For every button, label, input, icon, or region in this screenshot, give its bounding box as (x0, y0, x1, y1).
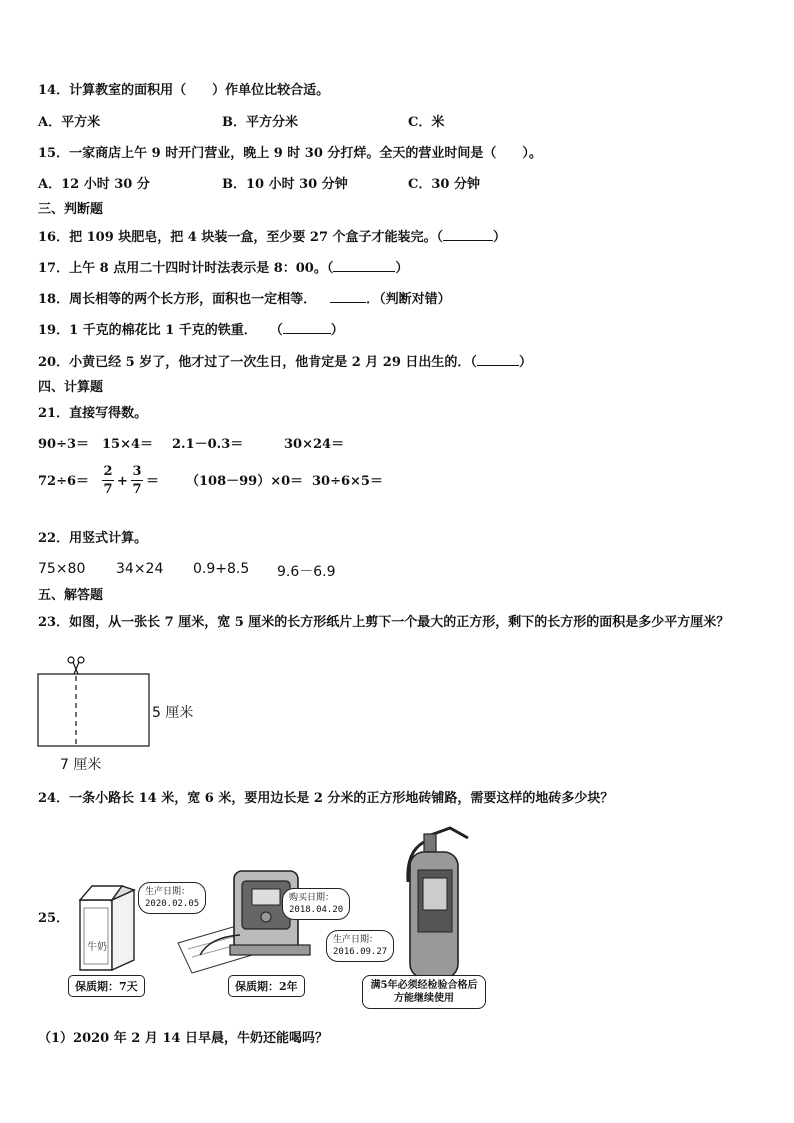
extinguisher-bubble-date: 2016.09.27 (333, 947, 388, 957)
q18-text: 18．周长相等的两个长方形，面积也一定相等． (38, 292, 317, 307)
q16-close: ） (493, 230, 507, 245)
fraction-bar (131, 480, 143, 481)
q21-item-8: 30÷6×5＝ (312, 474, 383, 489)
q16-text: 16．把 109 块肥皂，把 4 块装一盒，至少要 27 个盒子才能装完。（ (38, 230, 444, 245)
q21-plus-sign: + (117, 474, 128, 489)
fire-extinguisher-icon (398, 822, 478, 980)
fraction-denominator: 7 (103, 482, 113, 497)
section-heading-answer: 五、解答题 (38, 588, 104, 603)
q19-answer-blank[interactable] (283, 321, 331, 334)
q20-answer-blank[interactable] (477, 353, 519, 366)
fraction-denominator: 7 (132, 482, 142, 497)
question-24: 24．一条小路长 14 米，宽 6 米，要用边长是 2 分米的正方形地砖铺路，需要这样的地砖多少块？ (38, 791, 614, 806)
device-bubble-date: 2018.04.20 (289, 905, 344, 915)
question-25-number: 25． (38, 911, 70, 926)
q15-option-a: A．12 小时 30 分 (38, 177, 150, 192)
q21-item-2: 15×4＝ (102, 437, 154, 452)
q20-close: ） (518, 355, 532, 370)
device-bubble-title: 购买日期： (289, 893, 335, 903)
q17-answer-blank[interactable] (333, 259, 395, 272)
device-purchase-date-bubble (282, 888, 350, 920)
scissors-icon (68, 657, 84, 674)
question-17 (38, 259, 408, 278)
q20-text: 20．小黄已经 5 岁了，他才过了一次生日，他肯定是 2 月 29 日出生的．（ (38, 355, 477, 370)
width-label: 5 厘米 (152, 705, 194, 721)
question-21: 21．直接写得数。 (38, 406, 148, 421)
q15-option-c: C．30 分钟 (408, 177, 480, 192)
q21-fraction-2-7 (102, 464, 114, 497)
q21-item-5: 72÷6＝ (38, 474, 90, 489)
question-23: 23．如图，从一张长 7 厘米，宽 5 厘米的长方形纸片上剪下一个最大的正方形，剩下的长方形的面积是多少平方厘米？ (38, 615, 730, 630)
milk-text: 牛奶 (87, 942, 107, 953)
rectangle-diagram (30, 650, 160, 750)
question-14: 14．计算教室的面积用（ ）作单位比较合适。 (38, 83, 330, 98)
paper-rectangle (38, 674, 149, 746)
q21-equals-sign: ＝ (146, 474, 160, 489)
q22-item-2: 34×24 (116, 561, 164, 577)
q22-item-4: 9.6－6.9 (277, 564, 336, 580)
q22-item-3: 0.9+8.5 (193, 561, 250, 577)
question-20 (38, 353, 532, 372)
milk-shelf-life-label: 保质期：7天 (68, 975, 145, 997)
device-shelf-life-label: 保质期：2年 (228, 975, 305, 997)
fraction-numerator: 3 (132, 464, 142, 479)
question-15: 15．一家商店上午 9 时开门营业，晚上 9 时 30 分打烊。全天的营业时间是（ ）。 (38, 146, 542, 161)
section-heading-judgement: 三、判断题 (38, 202, 104, 217)
q18-answer-blank[interactable] (330, 290, 366, 303)
fraction-numerator: 2 (103, 464, 113, 479)
q21-item-1: 90÷3＝ (38, 437, 90, 452)
q14-option-b: B．平方分米 (222, 115, 298, 130)
extinguisher-production-date-bubble (326, 930, 394, 962)
section-heading-calculation: 四、计算题 (38, 380, 104, 395)
q14-option-a: A．平方米 (38, 115, 101, 130)
q16-answer-blank[interactable] (443, 228, 493, 241)
q21-item-3: 2.1－0.3＝ (172, 437, 244, 452)
q22-item-1: 75×80 (38, 561, 86, 577)
q17-text: 17．上午 8 点用二十四时计时法表示是 8：00。（ (38, 261, 334, 276)
question-22: 22．用竖式计算。 (38, 531, 148, 546)
q21-fraction-3-7 (131, 464, 143, 497)
extinguisher-inspection-note: 满5年必须经检验合格后方能继续使用 (362, 975, 486, 1009)
milk-bubble-date: 2020.02.05 (145, 899, 200, 909)
q19-text: 19．1 千克的棉花比 1 千克的铁重． （ (38, 323, 283, 338)
q14-option-c: C．米 (408, 115, 445, 130)
question-16 (38, 228, 506, 247)
q18-close: ．（判断对错） (366, 292, 451, 307)
learning-device-icon (170, 865, 330, 975)
q15-option-b: B．10 小时 30 分钟 (222, 177, 348, 192)
q19-close: ） (330, 323, 344, 338)
fraction-bar (102, 480, 114, 481)
milk-bubble-title: 生产日期： (145, 887, 191, 897)
question-19 (38, 321, 344, 340)
question-25-sub-1: （1）2020 年 2 月 14 日早晨，牛奶还能喝吗？ (38, 1031, 328, 1046)
length-label: 7 厘米 (60, 757, 102, 773)
q21-item-4: 30×24＝ (284, 437, 345, 452)
q21-item-7: （108－99）×0＝ (186, 474, 304, 489)
question-18 (38, 290, 451, 309)
q17-close: ） (395, 261, 409, 276)
extinguisher-bubble-title: 生产日期： (333, 935, 379, 945)
